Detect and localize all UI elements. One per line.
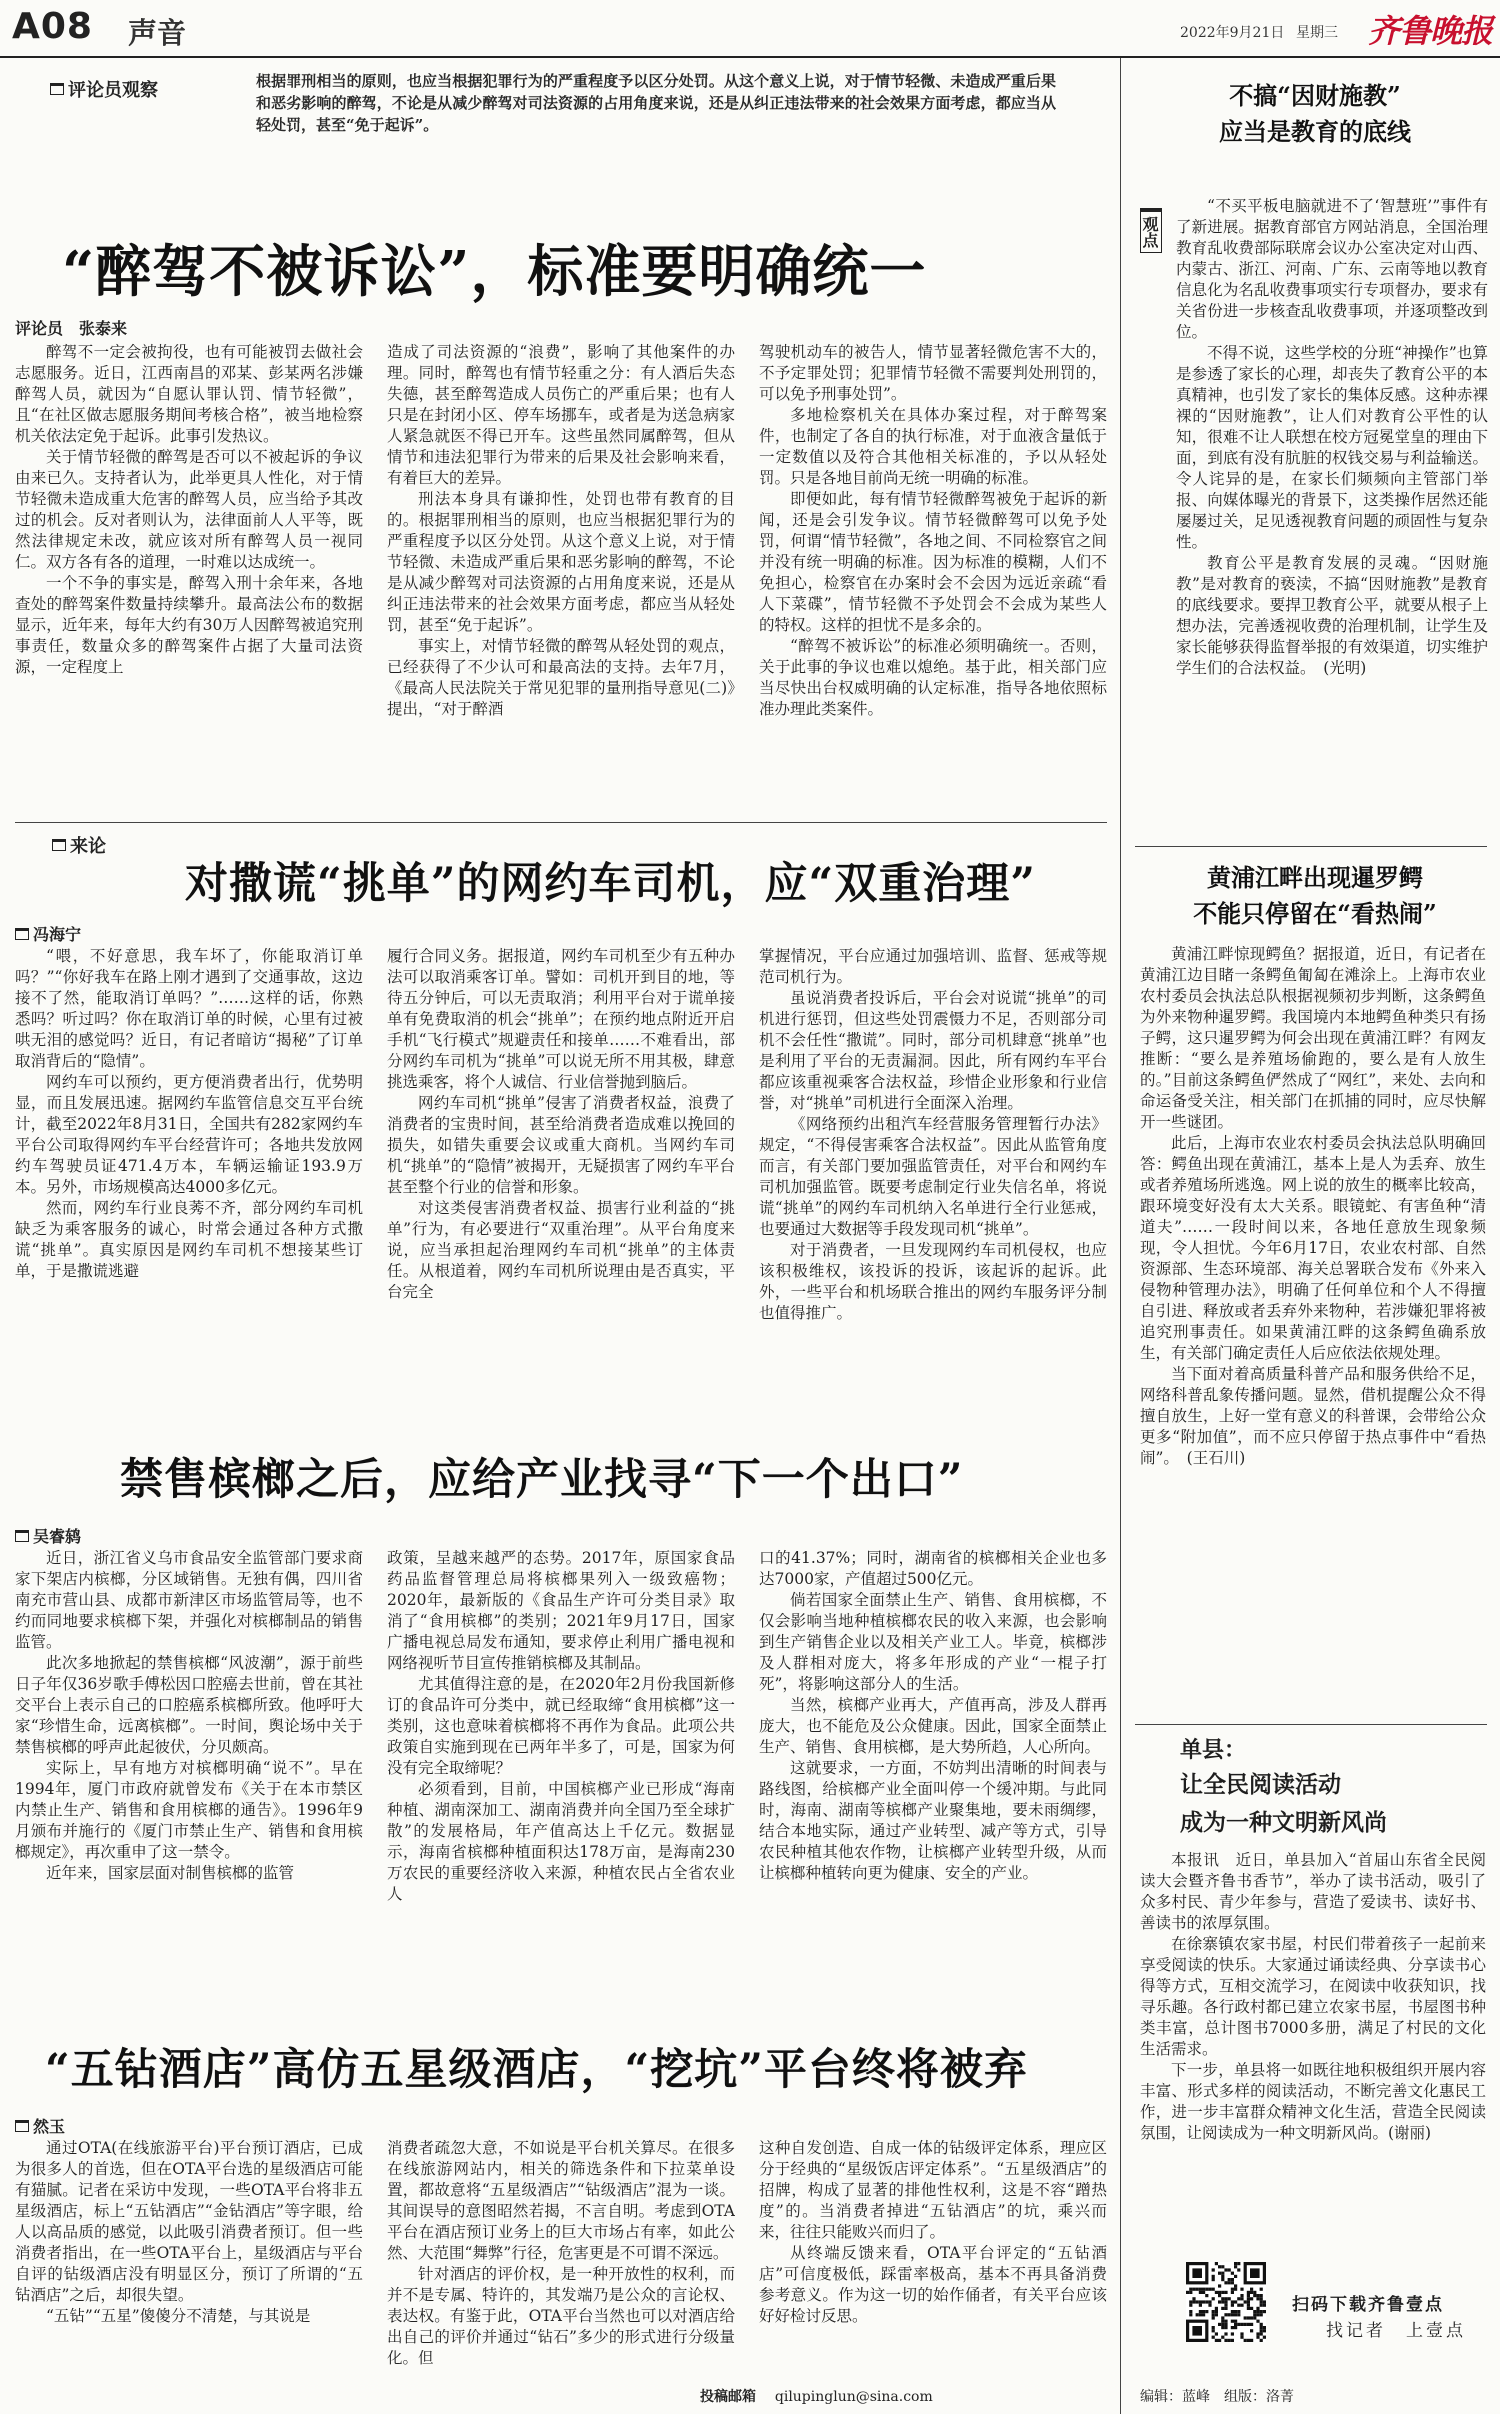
paragraph: “不买平板电脑就进不了‘智慧班’”事件有了新进展。据教育部官方网站消息，全国治理教育乱收费部际联席会议办公室决定对山西、内蒙古、浙江、河南、广东、云南等地以教育信息化为名乱收费事项实行专项督办，要求有关省份进一步核查乱收费事项，并逐项整改到位。 <box>1176 197 1488 341</box>
paragraph: 消费者疏忽大意，不如说是平台机关算尽。在很多在线旅游网站内，相关的筛选条件和下拉菜单设置，都故意将“五星级酒店”“钻级酒店”混为一谈。其间误导的意图昭然若揭，不言自明。考虑到OTA平台在酒店预订业务上的巨大市场占有率，如此公然、大范围“舞弊”行径，危害更是不可谓不深远。 <box>387 2139 735 2262</box>
paragraph: 口的41.37%；同时，湖南省的槟榔相关企业也多达7000家，产值超过500亿元。 <box>759 1549 1107 1588</box>
article-title: “五钻酒店”高仿五星级酒店，“挖坑”平台终将被弃 <box>45 2045 1028 2095</box>
article-body <box>15 946 1107 1402</box>
paragraph: 网约车可以预约，更方便消费者出行，优势明显，而且发展迅速。据网约车监管信息交互平台统计，截至2022年8月31日，全国共有282家网约车平台公司取得网约车平台经营许可；各地共发放网约车驾驶员证471.4万本，车辆运输证193.9万本。另外，市场规模高达4000多亿元。 <box>15 1073 363 1196</box>
paragraph: 近年来，国家层面对制售槟榔的监管 <box>46 1864 295 1882</box>
title-line: 不搞“因财施教” <box>1229 81 1401 110</box>
paragraph: 事实上，对情节轻微的醉驾从轻处罚的观点，已经获得了不少认可和最高法的支持。去年7月，《最高人民法院关于常见犯罪的量刑指导意见(二)》提出，“对于醉酒 <box>387 637 735 718</box>
local-news-kicker: 单县： <box>1180 1737 1247 1763</box>
paragraph: 关于情节轻微的醉驾是否可以不被起诉的争议由来已久。支持者认为，此举更具人性化，对于情节轻微未造成重大危害的醉驾人员，应当给予其改过的机会。反对者则认为，法律面前人人平等，既然法律规定未改，就应该对所有醉驾人员一视同仁。双方各有各的道理，一时难以达成统一。 <box>15 448 363 571</box>
article-title: 禁售槟榔之后，应给产业找寻“下一个出口” <box>120 1455 964 1505</box>
text-column <box>387 1548 735 1982</box>
paragraph: 醉驾不一定会被拘役，也有可能被罚去做社会志愿服务。近日，江西南昌的邓某、彭某两名涉嫌醉驾人员，就因为“自愿认罪认罚、情节轻微”，且“在社区做志愿服务期间考核合格”，被当地检察机关依法定免于起诉。此事引发热议。 <box>15 343 363 445</box>
side-article-title <box>1130 78 1500 150</box>
side-article-body <box>1140 944 1486 1718</box>
title-line: 让全民阅读活动 <box>1180 1771 1341 1798</box>
paragraph: 这种自发创造、自成一体的钻级评定体系，理应区分于经典的“星级饭店评定体系”。“五星级酒店”的招牌，构成了显著的排他性权利，这是不容“蹭热度”的。当消费者掉进“五钻酒店”的坑，乘兴而来，往往只能败兴而归了。 <box>759 2139 1107 2241</box>
article-body <box>15 1548 1107 1982</box>
article-title: “醉驾不被诉讼”，标准要明确统一 <box>62 239 927 305</box>
paragraph: 当然，槟榔产业再大，产值再高，涉及人群再庞大，也不能危及公众健康。因此，国家全面禁止生产、销售、食用槟榔，是大势所趋，人心所向。 <box>759 1696 1107 1756</box>
tag-box-icon <box>50 83 64 95</box>
issue-date: 2022年9月21日 <box>1180 25 1285 41</box>
email-label: 投稿邮箱 <box>700 2389 756 2405</box>
paragraph: 一个不争的事实是，醉驾入刑十余年来，各地查处的醉驾案件数量持续攀升。最高法公布的数据显示，近年来，每年大约有30万人因醉驾被追究刑事责任，数量众多的醉驾案件占据了大量司法资源，一定程度上 <box>15 574 363 676</box>
article-byline <box>15 316 127 339</box>
byline-box-icon <box>15 928 29 940</box>
divider <box>1135 846 1487 847</box>
section-tag-label: 来论 <box>70 836 106 857</box>
paragraph: 《网络预约出租汽车经营服务管理暂行办法》规定，“不得侵害乘客合法权益”。因此从监管角度而言，有关部门要加强监管责任，对平台和网约车司机加强监管。既要考虑制定行业失信名单，将说谎“挑单”的网约车司机纳入名单进行全行业惩戒，也要通过大数据等手段发现司机“挑单”。 <box>759 1115 1107 1238</box>
newspaper-logo: 齐鲁晚报 <box>1368 12 1493 50</box>
paragraph: 此后，上海市农业农村委员会执法总队明确回答：鳄鱼出现在黄浦江，基本上是人为丢弃、放生或者养殖场所逃逸。网上说的放生的概率比较高，跟环境变好没有太大关系。眼镜蛇、有害鱼种“清道夫”……一段时间以来，各地任意放生现象频现，令人担忧。今年6月17日，农业农村部、自然资源部、生态环境部、海关总署联合发布《外来入侵物种管理办法》，明确了任何单位和个人不得擅自引进、释放或者丢弃外来物种，若涉嫌犯罪将被追究刑事责任。如果黄浦江畔的这条鳄鱼确系放生，有关部门确定责任人后应依法依规处理。 <box>1140 1134 1486 1362</box>
article-byline <box>15 922 81 945</box>
paragraph: 尤其值得注意的是，在2020年2月份我国新修订的食品许可分类中，就已经取缔“食用槟榔”这一类别，这也意味着槟榔将不再作为食品。此项公共政策自实施到现在已两年半多了，可是，国家为何没有完全取缔呢？ <box>387 1675 735 1777</box>
paragraph: 通过OTA(在线旅游平台)平台预订酒店，已成为很多人的首选，但在OTA平台选的星级酒店可能有猫腻。记者在采访中发现，一些OTA平台将非五星级酒店，标上“五钻酒店”“金钻酒店”等字眼，给人以高品质的感觉，以此吸引消费者预订。但一些消费者指出，在一些OTA平台上，星级酒店与平台自评的钻级酒店没有明显区分，预订了所谓的“五钻酒店”之后，却很失望。 <box>15 2139 363 2304</box>
paragraph: 多地检察机关在具体办案过程，对于醉驾案件，也制定了各自的执行标准，对于血液含量低于一定数值以及符合其他相关标准的，予以从轻处罚。只是各地目前尚无统一明确的标准。 <box>759 406 1107 487</box>
text-column <box>15 1548 363 1982</box>
text-column <box>15 946 363 1402</box>
paragraph: 对于消费者，一旦发现网约车司机侵权，也应该积极维权，该投诉的投诉，该起诉的起诉。此外，一些平台和机场联合推出的网约车服务评分制也值得推广。 <box>759 1241 1107 1322</box>
text-column <box>387 2138 735 2378</box>
article-body <box>15 2138 1107 2378</box>
author-name: 然玉 <box>33 2117 66 2136</box>
author-name: 冯海宁 <box>33 925 82 944</box>
local-news-body <box>1140 1850 1486 2242</box>
email-address: qilupinglun@sina.com <box>774 2389 933 2405</box>
paragraph: 本报讯 近日，单县加入“首届山东省全民阅读大会暨齐鲁书香节”，举办了读书活动，吸引了众多村民、青少年参与，营造了爱读书、读好书、善读书的浓厚氛围。 <box>1140 1851 1486 1932</box>
local-news-title <box>1180 1766 1480 1842</box>
byline-box-icon <box>15 1530 29 1542</box>
byline-box-icon <box>15 2120 29 2132</box>
text-column <box>759 1548 1107 1982</box>
paragraph: “醉驾不被诉讼”的标准必须明确统一。否则，关于此事的争议也难以熄绝。基于此，相关部门应当尽快出台权威明确的认定标准，指导各地依照标准办理此类案件。 <box>759 637 1107 718</box>
paragraph: 造成了司法资源的“浪费”，影响了其他案件的办理。同时，醉驾也有情节轻重之分：有人酒后失态失德，甚至醉驾造成人员伤亡的严重后果；也有人只是在封闭小区、停车场挪车，或者是为送急病家人紧急就医不得已开车。这些虽然同属醉驾，但从情节和违法犯罪行为带来的后果及社会影响来看，有着巨大的差异。 <box>387 343 735 487</box>
paragraph: 下一步，单县将一如既往地积极组织开展内容丰富、形式多样的阅读活动，不断完善文化惠民工作，进一步丰富群众精神文化生活，营造全民阅读氛围，让阅读成为一种文明新风尚。(谢丽) <box>1140 2061 1486 2142</box>
page-number: A08 <box>12 6 93 47</box>
section-name: 声音 <box>128 16 187 50</box>
text-column <box>387 342 735 812</box>
paragraph: 近日，浙江省义乌市食品安全监管部门要求商家下架店内槟榔，分区域销售。无独有偶，四川省南充市营山县、成都市新津区市场监管局等，也不约而同地要求槟榔下架，并强化对槟榔制品的销售监管。 <box>15 1549 363 1651</box>
text-column <box>15 342 363 812</box>
qr-caption-line2: 找记者 上壹点 <box>1326 2321 1466 2341</box>
paragraph: 从终端反馈来看，OTA平台评定的“五钻酒店”可信度极低，踩雷率极高，基本不再具备消费参考意义。作为这一切的始作俑者，有关平台应该好好检讨反思。 <box>759 2244 1107 2325</box>
divider <box>15 822 1107 823</box>
paragraph: 履行合同义务。据报道，网约车司机至少有五种办法可以取消乘客订单。譬如：司机开到目的地，等待五分钟后，可以无责取消；利用平台对于谎单接单有免费取消的机会“挑单”；在预约地点附近开启手机“飞行模式”规避责任和接单……不难看出，部分网约车司机为“挑单”可以说无所不用其极，肆意挑选乘客，将个人诚信、行业信誉抛到脑后。 <box>387 947 735 1091</box>
article-lead: 根据罪刑相当的原则，也应当根据犯罪行为的严重程度予以区分处罚。从这个意义上说，对于情节轻微、未造成严重后果和恶劣影响的醉驾，不论是从减少醉驾对司法资源的占用角度来说，还是从纠正违法带来的社会效果方面考虑，都应当从轻处罚，甚至“免于起诉”。 <box>256 72 1056 134</box>
divider <box>1135 1724 1487 1725</box>
paragraph: 教育公平是教育发展的灵魂。“因财施教”是对教育的亵渎，不搞“因财施教”是教育的底线要求。要捍卫教育公平，就要从根子上想办法，完善透视收费的治理机制，让学生及家长能够获得监督举报的有效渠道，切实维护学生们的合法权益。 (光明) <box>1176 554 1488 677</box>
qr-code <box>1186 2262 1266 2342</box>
paragraph: 倘若国家全面禁止生产、销售、食用槟榔，不仅会影响当地种植槟榔农民的收入来源，也会影响到生产销售企业以及相关产业工人。毕竟，槟榔涉及人群相对庞大，将多年形成的产业“一棍子打死”，将影响这部分人的生活。 <box>759 1591 1107 1693</box>
title-line: 不能只停留在“看热闹” <box>1193 899 1437 928</box>
paragraph: “五钻”“五星”傻傻分不清楚，与其说是 <box>46 2307 311 2325</box>
paragraph: 不得不说，这些学校的分班“神操作”也算是参透了家长的心理，却丧失了教育公平的本真精神，也引发了家长的集体反感。这种赤裸裸的“因财施教”，让人们对教育公平性的认知，很难不让人联想在校方冠冕堂皇的理由下面，到底有没有肮脏的权钱交易与利益输送。令人诧异的是，在家长们频频向主管部门举报、向媒体曝光的背景下，这类操作居然还能屡屡过关，足见透视教育问题的顽固性与复杂性。 <box>1176 344 1488 551</box>
paragraph: “喂，不好意思，我车坏了，你能取消订单吗？”“你好我车在路上刚才遇到了交通事故，这边接不了然，能取消订单吗？”……这样的话，你熟悉吗？听过吗？你在取消订单的时候，心里有过被哄无泪的感觉吗？近日，有记者暗访“揭秘”了订单取消背后的“隐情”。 <box>15 947 363 1070</box>
section-tag-contribution <box>52 832 106 858</box>
paragraph: 实际上，早有地方对槟榔明确“说不”。早在1994年，厦门市政府就曾发布《关于在本市禁区内禁止生产、销售和食用槟榔的通告》。1996年9月颁布并施行的《厦门市禁止生产、销售和食用槟榔规定》，再次重申了这一禁令。 <box>15 1759 363 1861</box>
title-line: 成为一种文明新风尚 <box>1180 1809 1387 1836</box>
side-article-body <box>1176 196 1488 832</box>
paragraph: 掌握情况，平台应通过加强培训、监督、惩戒等规范司机行为。 <box>759 947 1107 986</box>
text-column <box>15 2138 363 2378</box>
footer-editor: 编辑：蓝峰 组版：洛菁 <box>1140 2389 1294 2405</box>
author-name: 吴睿鸫 <box>33 1527 82 1546</box>
paragraph: 政策，呈越来越严的态势。2017年，原国家食品药品监督管理总局将槟榔果列入一级致癌物；2020年，最新版的《食品生产许可分类目录》取消了“食用槟榔”的类别；2021年9月17日，国家广播电视总局发布通知，要求停止利用广播电视和网络视听节目宣传推销槟榔及其制品。 <box>387 1549 735 1672</box>
article-title: 对撒谎“挑单”的网约车司机，应“双重治理” <box>185 859 1036 909</box>
section-tag-label: 评论员观察 <box>68 80 158 101</box>
text-column <box>387 946 735 1402</box>
footer-email <box>700 2386 933 2406</box>
text-column <box>759 946 1107 1402</box>
title-line: 应当是教育的底线 <box>1219 117 1411 146</box>
paragraph: 针对酒店的评价权，是一种开放性的权利，而并不是专属、特许的，其发端乃是公众的言论权、表达权。有鉴于此，OTA平台当然也可以对酒店给出自己的评价并通过“钻石”多少的形式进行分级量化。但 <box>387 2265 735 2367</box>
paragraph: 网约车司机“挑单”侵害了消费者权益，浪费了消费者的宝贵时间，甚至给消费者造成难以挽回的损失，如错失重要会议或重大商机。当网约车司机“挑单”的“隐情”被揭开，无疑损害了网约车平台甚至整个行业的信誉和形象。 <box>387 1094 735 1196</box>
paragraph: 驾驶机动车的被告人，情节显著轻微危害不大的，不予定罪处罚；犯罪情节轻微不需要判处刑罚的，可以免予刑事处罚”。 <box>759 343 1107 403</box>
article-byline <box>15 1524 81 1547</box>
paragraph: 刑法本身具有谦抑性，处罚也带有教育的目的。根据罪刑相当的原则，也应当根据犯罪行为的严重程度予以区分处罚。从这个意义上说，对于情节轻微、未造成严重后果和恶劣影响的醉驾，不论是从减少醉驾对司法资源的占用角度来说，还是从纠正违法带来的社会效果方面考虑，都应当从轻处罚，甚至“免于起诉”。 <box>387 490 735 634</box>
paragraph: 当下面对着高质量科普产品和服务供给不足，网络科普乱象传播问题。显然，借机提醒公众不得擅自放生，上好一堂有意义的科普课，会带给公众更多“附加值”，而不应只停留于热点事件中“看热闹”。 (王石川) <box>1140 1365 1486 1467</box>
paragraph: 这就要求，一方面，不妨判出清晰的时间表与路线图，给槟榔产业全面叫停一个缓冲期。与此同时，海南、湖南等槟榔产业聚集地，要未雨绸缪，结合本地实际，通过产业转型、减产等方式，引导农民种植其他农作物，让槟榔产业转型升级，从而让槟榔种植转向更为健康、安全的产业。 <box>759 1759 1107 1882</box>
paragraph: 虽说消费者投诉后，平台会对说谎“挑单”的司机进行惩罚，但这些处罚震慑力不足，否则部分司机不会任性“撒谎”。同时，部分司机肆意“挑单”也是利用了平台的无责漏洞。因此，所有网约车平台都应该重视乘客合法权益，珍惜企业形象和行业信誉，对“挑单”司机进行全面深入治理。 <box>759 989 1107 1112</box>
author-name: 评论员 张泰来 <box>15 319 128 338</box>
paragraph: 黄浦江畔惊现鳄鱼？据报道，近日，有记者在黄浦江边目睹一条鳄鱼匍匐在滩涂上。上海市农业农村委员会执法总队根据视频初步判断，这条鳄鱼为外来物种暹罗鳄。我国境内本地鳄鱼种类只有扬子鳄，这只暹罗鳄为何会出现在黄浦江畔？有网友推断：“要么是养殖场偷跑的，要么是有人放生的。”目前这条鳄鱼俨然成了“网红”，来处、去向和命运备受关注，相关部门在抓捕的同时，应尽快解开一些谜团。 <box>1140 945 1486 1131</box>
text-column <box>759 342 1107 812</box>
title-line: 黄浦江畔出现暹罗鳄 <box>1207 863 1423 892</box>
paragraph: 在徐寨镇农家书屋，村民们带着孩子一起前来享受阅读的快乐。大家通过诵读经典、分享读书心得等方式，互相交流学习，在阅读中收获知识，找寻乐趣。各行政村都已建立农家书屋，书屋图书种类丰富，总计图书7000多册，满足了村民的文化生活需求。 <box>1140 1935 1486 2058</box>
tag-box-icon <box>52 839 66 851</box>
paragraph: 即便如此，每有情节轻微醉驾被免于起诉的新闻，还是会引发争议。情节轻微醉驾可以免予处罚，何谓“情节轻微”，各地之间、不同检察官之间并没有统一明确的标准。因为标准的模糊，人们不免担心，检察官在办案时会不会因为远近亲疏“看人下菜碟”，情节轻微不予处罚会不会成为某些人的特权。这样的担忧不是多余的。 <box>759 490 1107 634</box>
issue-weekday: 星期三 <box>1296 25 1338 41</box>
side-article-title <box>1130 860 1500 932</box>
qr-caption-line1: 扫码下载齐鲁壹点 <box>1292 2295 1444 2315</box>
paragraph: 然而，网约车行业良莠不齐，部分网约车司机缺乏为乘客服务的诚心，时常会通过各种方式撒谎“挑单”。真实原因是网约车司机不想接某些订单，于是撒谎逃避 <box>15 1199 363 1280</box>
text-column <box>759 2138 1107 2378</box>
column-divider <box>1120 58 1121 2414</box>
paragraph: 必须看到，目前，中国槟榔产业已形成“海南种植、湖南深加工、湖南消费并向全国乃至全球扩散”的发展格局，年产值高达上千亿元。数据显示，海南省槟榔种植面积达178万亩，是海南230万农民的重要经济收入来源，种植农民占全省农业人 <box>387 1780 735 1903</box>
article-byline <box>15 2114 65 2137</box>
section-tag-viewpoint: 观点 <box>1140 208 1162 253</box>
paragraph: 对这类侵害消费者权益、损害行业利益的“挑单”行为，有必要进行“双重治理”。从平台角度来说，应当承担起治理网约车司机“挑单”的主体责任。从根道着，网约车司机所说理由是否真实，平台完全 <box>387 1199 735 1301</box>
section-tag-commentary <box>50 76 158 102</box>
paragraph: 此次多地掀起的禁售槟榔“风波潮”，源于前些日子年仅36岁歌手傅松因口腔癌去世前，曾在其社交平台上表示自己的口腔癌系槟榔所致。他呼吁大家“珍惜生命，远离槟榔”。一时间，舆论场中关于禁售槟榔的呼声此起彼伏，分贝颇高。 <box>15 1654 363 1756</box>
article-body <box>15 342 1107 812</box>
